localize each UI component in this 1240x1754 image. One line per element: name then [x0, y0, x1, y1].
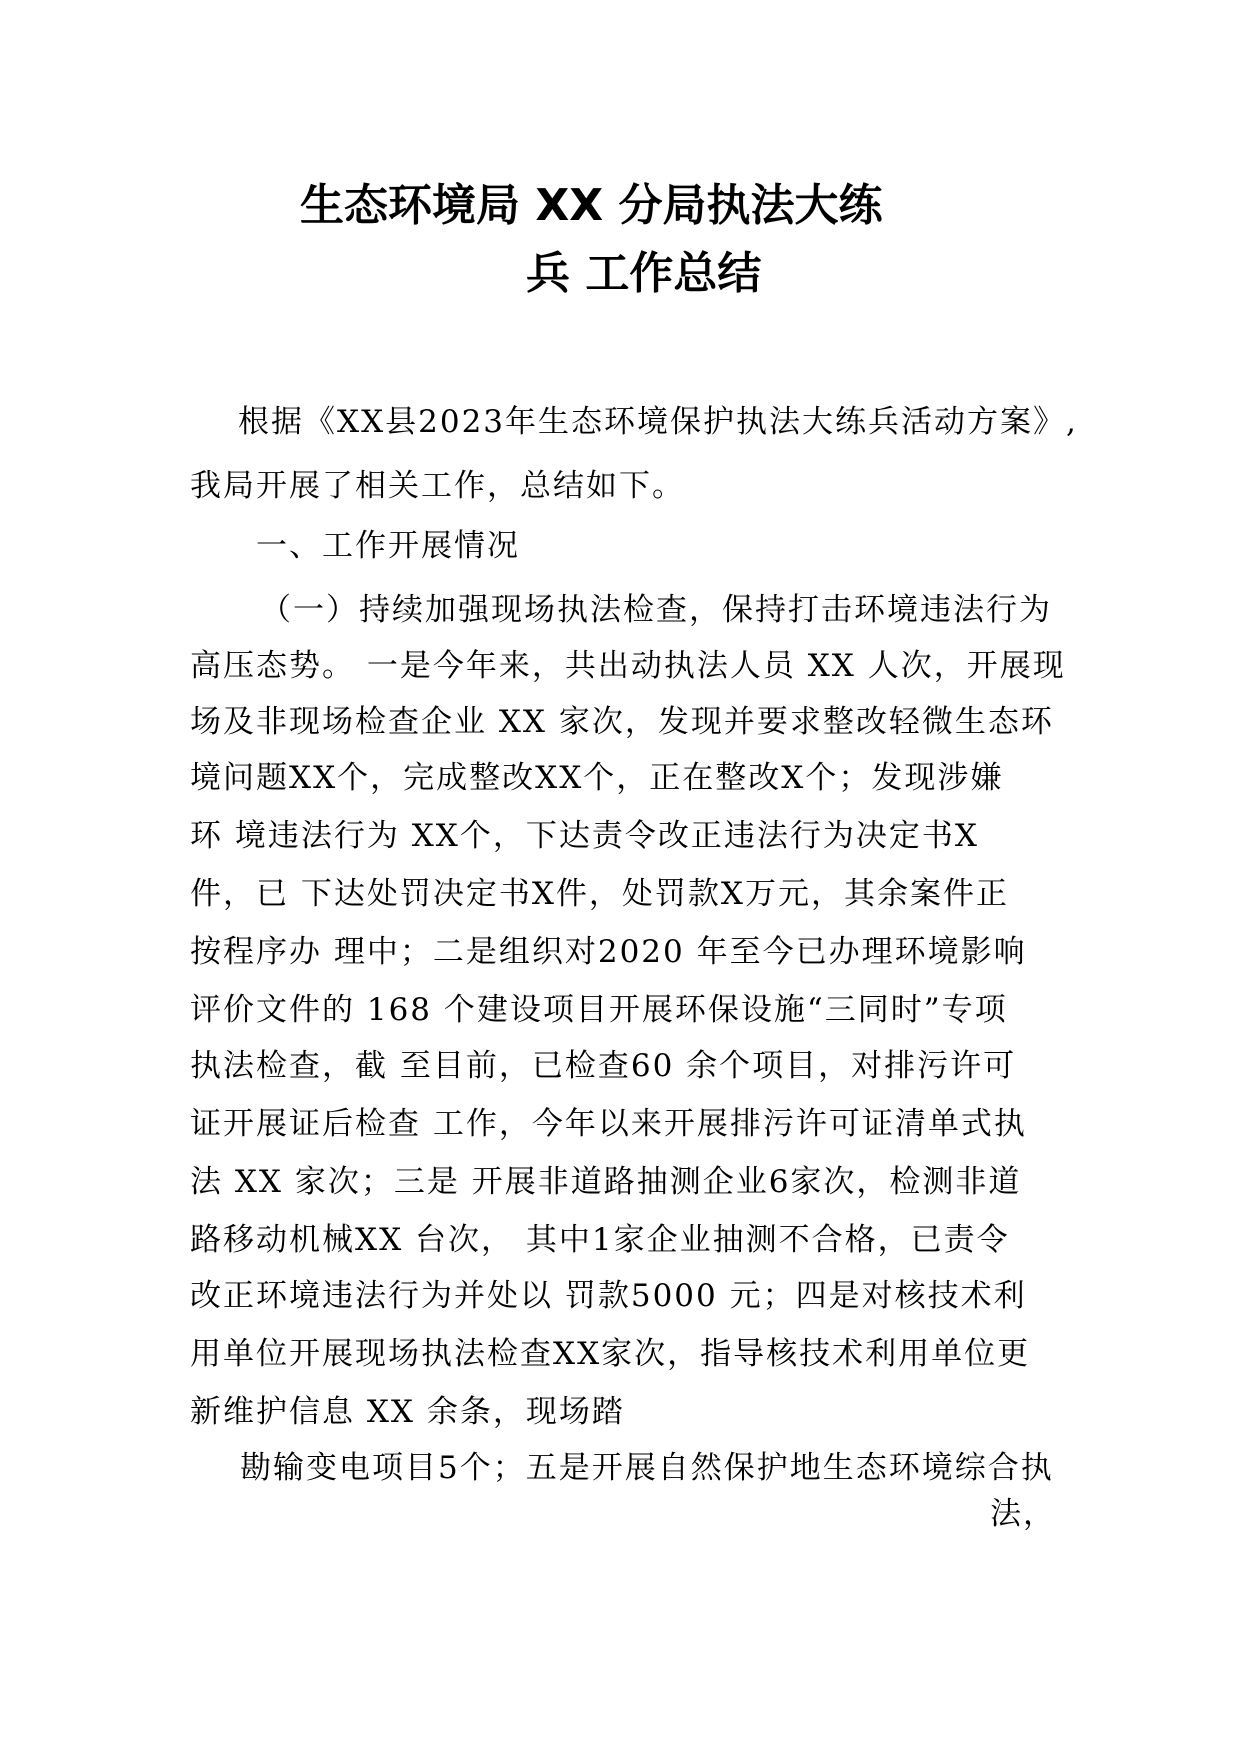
body-line-6: 场及非现场检查企业 XX 家次，发现并要求整改轻微生态环	[190, 704, 1054, 740]
body-line-18: 新维护信息 XX 余条，现场踏	[190, 1394, 625, 1430]
body-line-13: 证开展证后检查 工作，今年以来开展排污许可证清单式执	[190, 1106, 1027, 1142]
subsection-heading: （一）持续加强现场执法检查，保持打击环境违法行为	[260, 592, 1052, 628]
body-line-14: 法 XX 家次；三是 开展非道路抽测企业6家次，检测非道	[190, 1164, 1022, 1200]
body-line-2: 我局开展了相关工作，总结如下。	[190, 468, 685, 504]
document-title-line-2: 兵 工作总结	[526, 248, 762, 299]
body-line-16: 改正环境违法行为并处以 罚款5000 元；四是对核技术利	[190, 1278, 1027, 1314]
body-line-5: 高压态势。 一是今年来，共出动执法人员 XX 人次，开展现	[190, 648, 1066, 684]
body-line-9: 件，已 下达处罚决定书X件，处罚款X万元，其余案件正	[190, 876, 1009, 912]
body-line-10: 按程序办 理中；二是组织对2020 年至今已办理环境影响	[190, 934, 1027, 970]
body-line-15: 路移动机械XX 台次， 其中1家企业抽测不合格，已责令	[190, 1222, 1010, 1258]
body-line-20: 法，	[990, 1496, 1056, 1532]
body-line-12: 执法检查，截 至目前，已检查60 余个项目，对排污许可	[190, 1048, 1017, 1084]
document-title-line-1: 生态环境局 XX 分局执法大练	[300, 180, 883, 231]
body-line-19: 勘输变电项目5个；五是开展自然保护地生态环境综合执	[240, 1450, 1054, 1486]
body-line-11: 评价文件的 168 个建设项目开展环保设施“三同时”专项	[190, 992, 1008, 1028]
body-line-8: 环 境违法行为 XX个，下达责令改正违法行为决定书X	[190, 818, 979, 854]
section-heading: 一、工作开展情况	[256, 528, 520, 564]
body-line-17: 用单位开展现场执法检查XX家次，指导核技术利用单位更	[190, 1336, 1031, 1372]
body-line-7: 境问题XX个，完成整改XX个，正在整改X个；发现涉嫌	[190, 760, 1004, 796]
body-line-1: 根据《XX县2023年生态环境保护执法大练兵活动方案》,	[238, 404, 1078, 440]
